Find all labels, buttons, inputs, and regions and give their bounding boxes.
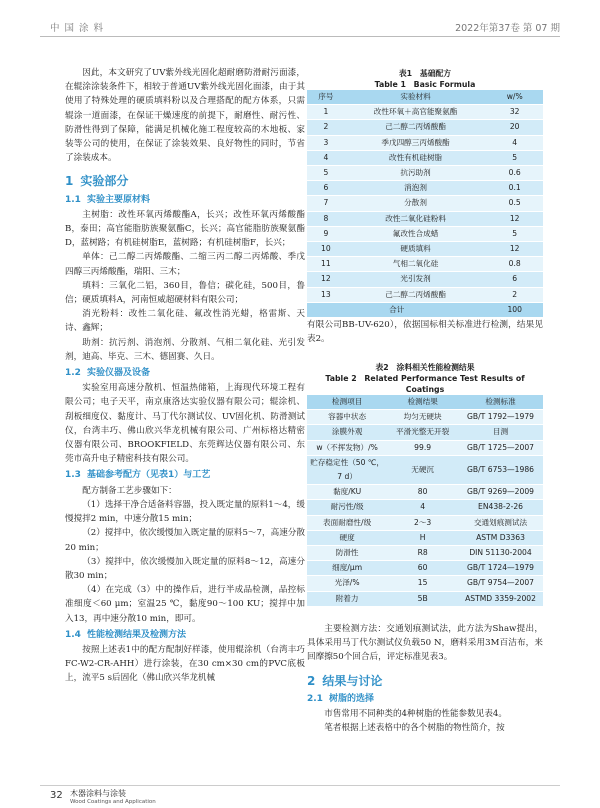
table-row: 耐污性/级 4 EN438-2-26 (307, 500, 543, 515)
table-row: 4 改性有机硅树脂 5 (307, 150, 543, 165)
left-column (65, 66, 305, 686)
right-text-continued (307, 318, 543, 346)
section-2-1-heading: 2.1 树脂的选择 (307, 693, 374, 704)
table-2-caption-en: Table 2 Related Performance Test Results of Coatings (325, 374, 525, 394)
table-row: 表面耐磨性/级 2～3 交通划痕测试法 (307, 515, 543, 530)
table-row: 10 硬质填料 12 (307, 242, 543, 257)
resin-paragraph-1: 市售常用不同种类的4种树脂的性能参数见表4。 (324, 709, 507, 720)
page-number: 32 (50, 790, 63, 801)
table-row: 8 改性二氧化硅粉料 12 (307, 211, 543, 226)
section-1-2-heading: 1.2 实验仪器及设备 (65, 368, 150, 379)
process-step-4: （4）在完成（3）中的操作后，进行半成品检测，品控标准细度＜60 μm；室温25 ℃，黏度90～100 KU；搅拌中加入13，再中速分散10 min，即可。 (65, 585, 305, 624)
table-header-cell: 检测项目 (307, 395, 387, 410)
table-row: 3 季戊四醇三丙烯酸酯 4 (307, 135, 543, 150)
footer-journal-en: Wood Coatings and Application (70, 799, 156, 805)
materials-filler: 填料：三氧化二铝，360目，鲁信；碳化硅，500目，鲁信；硬质填料A，河南恒威超硬材料有限公司； (65, 280, 305, 306)
table-row: 硬度 H ASTM D3363 (307, 530, 543, 545)
resin-paragraph-2: 笔者根据上述表格中的各个树脂的物性简介，按 (324, 723, 505, 734)
issue-info: 2022年第37卷 第 07 期 (455, 23, 560, 34)
methods-paragraph: 主要检测方法：交通划痕测试法，此方法为Shaw提出，具体采用马丁代尔测试仪负载50 N，磨料采用3M百洁布，来回摩擦50个回合后，评定标准见表3。 (307, 624, 543, 663)
running-header (50, 20, 560, 34)
table-1-block (307, 68, 543, 318)
footer-journal-cn: 木器涂料与涂装 (70, 789, 126, 798)
table-header-cell: 检测标准 (458, 395, 543, 410)
table-row: 细度/μm 60 GB/T 1724—1979 (307, 561, 543, 576)
table-row: 2 己二醇二丙烯酸酯 20 (307, 120, 543, 135)
footer-journal (70, 789, 156, 807)
table-row: 9 氟改性合成蜡 5 (307, 226, 543, 241)
table-row: 12 光引发剂 6 (307, 272, 543, 287)
materials-resin: 主树脂：改性环氧丙烯酸酯A，长兴；改性环氧丙烯酸酯B，泰田；高官能脂肪族聚氨酯C，长兴；高官能脂肪族聚氨酯D，蓝树路；有机硅树脂E，蓝树路；有机硅树脂F，长兴； (65, 209, 305, 249)
table-row: 7 分散剂 0.5 (307, 196, 543, 211)
process-step-2: （2）搅拌中，依次缓慢加入既定量的原料5～7，高速分散20 min； (65, 528, 305, 553)
materials-monomer: 单体：己二醇二丙烯酸酯、二缩三丙二醇二丙烯酸、季戊四醇三丙烯酸酯，瑞阳、三木； (65, 252, 305, 277)
table-row: 光泽/% 15 GB/T 9754—2007 (307, 576, 543, 591)
table-1-caption-cn: 表1 基础配方 (398, 69, 452, 78)
table-2-block (307, 362, 543, 607)
table-row: 1 改性环氧＋高官能聚氨酯 32 (307, 105, 543, 120)
table-2 (307, 395, 543, 607)
table-header-cell: 检测结果 (387, 395, 458, 410)
test-method-paragraph: 按照上述表1中的配方配制好样漆，使用辊涂机（台湾丰巧FC-W2-CR-AHH）进行涂装，在30 cm×30 cm的PVC底板上，流平5 s后固化（佛山欣兴华龙机械 (65, 644, 305, 684)
table-row: 防滑性 R8 DIN 51130-2004 (307, 546, 543, 561)
process-step-1: （1）选择干净合适备料容器，投入既定量的原料1～4，缓慢搅拌2 min，中速分散15 min； (65, 499, 305, 525)
table-row: 黏度/KU 80 GB/T 9269—2009 (307, 485, 543, 500)
table-row: 贮存稳定性（50 ℃，7 d） 无硬沉 GB/T 6753—1986 (307, 455, 543, 484)
section-1-4-heading: 1.4 性能检测结果及检测方法 (65, 629, 186, 640)
materials-additives: 助剂：抗污剂、消泡剂、分散剂、气相二氧化硅、光引发剂，迪高、毕克、三木、德固赛、久日。 (65, 337, 305, 362)
table-row: w（不挥发物）/% 99.9 GB/T 1725—2007 (307, 440, 543, 455)
table-header-cell: 实验材料 (345, 90, 487, 105)
footer-rule (40, 785, 560, 786)
right-text-bottom (307, 622, 543, 735)
table-row: 11 气相二氧化硅 0.8 (307, 257, 543, 272)
journal-name: 中 国 涂 料 (50, 23, 105, 34)
table-1-caption-en: Table 1 Basic Formula (374, 80, 476, 89)
process-intro: 配方制备工艺步骤如下： (82, 485, 177, 496)
table-row: 涂膜外观 平滑光整无开裂 目测 (307, 425, 543, 440)
table-header-cell: 序号 (307, 90, 345, 105)
intro-paragraph: 因此，本文研究了UV紫外线光固化超耐磨防滑耐污面漆，在辊涂涂装条件下，相较于普通UV紫外线光固化面漆，由于其使用了特殊处理的硬质填料粉以及合理搭配的配方体系，只需辊涂一道面漆，在保证干燥速度的前提下，耐磨性、耐污性、防滑性得到了保障，能满足机械化施工程度较高的木地板、家装等公司的使用，在保证了涂装效果、良好物性的同时，节省了涂装成本。 (65, 68, 305, 164)
table-row: 容器中状态 均匀无硬块 GB/T 1792—1979 (307, 410, 543, 425)
table-row: 13 己二醇二丙烯酸酯 2 (307, 287, 543, 302)
continued-paragraph: 有限公司BB-UV-620），依据国标相关标准进行检测，结果见表2。 (307, 320, 543, 345)
table-row: 附着力 5B ASTMD 3359-2002 (307, 591, 543, 606)
section-1-1-heading: 1.1 实验主要原材料 (65, 194, 150, 205)
materials-matting: 消光粉料：改性二氧化硅、氟改性消光蜡，格雷斯、天诗、鑫辉； (65, 309, 305, 334)
section-1-heading: 1 实验部分 (65, 174, 129, 189)
table-1 (307, 90, 543, 318)
instruments-paragraph: 实验室用高速分散机、恒温热储箱，上海现代环境工程有限公司；电子天平，南京康洛达实验仪器有限公司；辊涂机、刮板细度仪、黏度计、马丁代尔测试仪、UV固化机、防滑测试仪，台湾丰巧、佛山欣兴华龙机械有限公司、广州标格达精密仪器有限公司、BROOKFIELD、东莞辉达仪器有限公司、东莞市高升电子精密科技有限公司。 (65, 383, 305, 465)
table-row: 5 抗污助剂 0.6 (307, 166, 543, 181)
process-step-3: （3）搅拌中，依次缓慢加入既定量的原料8～12，高速分散30 min； (65, 556, 305, 581)
table-header-cell: w/% (486, 90, 543, 105)
table-2-caption-cn: 表2 涂料相关性能检测结果 (375, 363, 475, 372)
header-rule (40, 36, 560, 37)
section-2-heading: 2 结果与讨论 (307, 673, 383, 688)
table-row: 6 消泡剂 0.1 (307, 181, 543, 196)
section-1-3-heading: 1.3 基础参考配方（见表1）与工艺 (65, 470, 211, 481)
table-total-row: 合计 100 (307, 302, 543, 317)
